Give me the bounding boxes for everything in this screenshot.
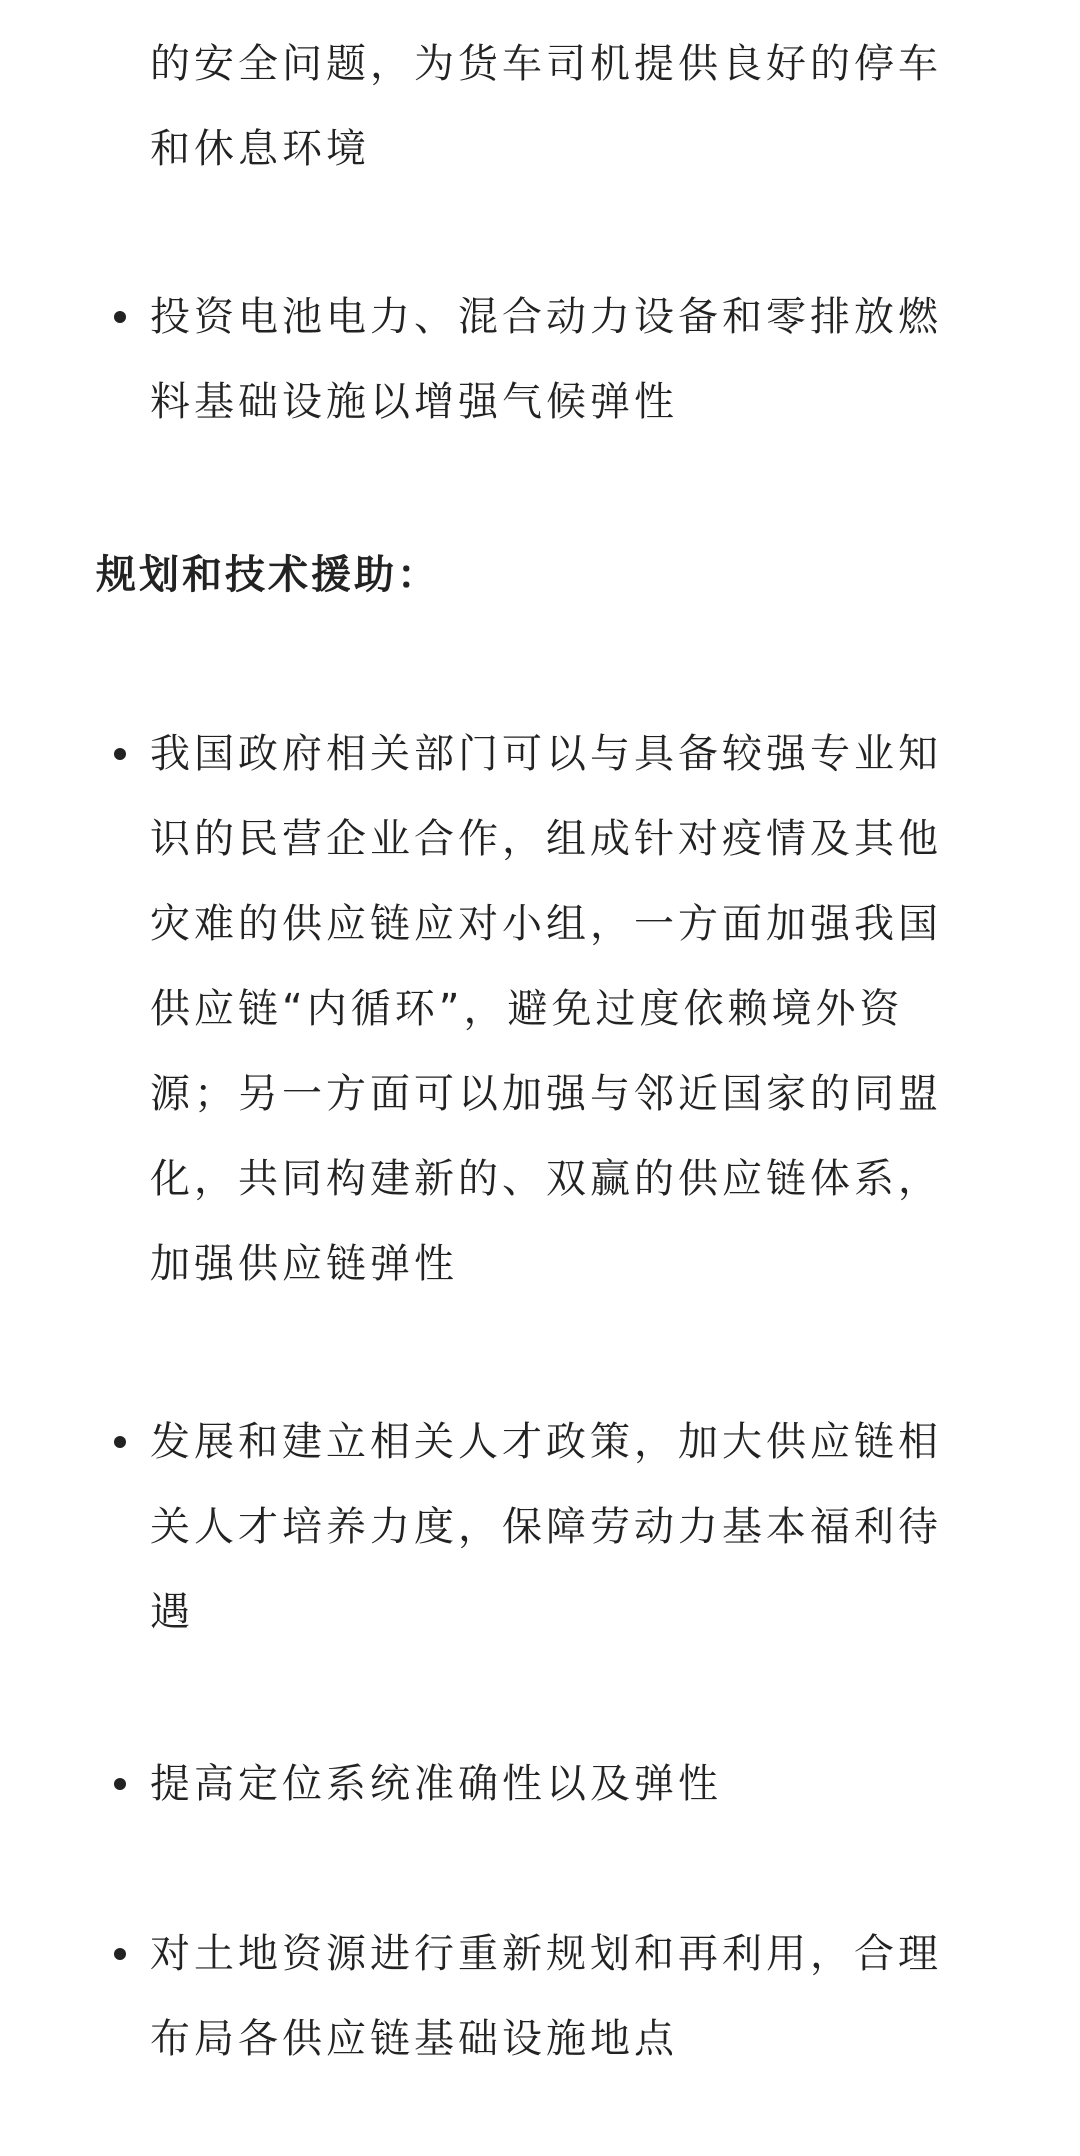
bullet-dot-icon: [114, 311, 126, 323]
bullet-dot-icon: [114, 748, 126, 760]
section-heading: 规划和技术援助：: [96, 552, 440, 598]
paragraph-continuation: 的安全问题，为货车司机提供良好的停车和休息环境: [150, 41, 942, 172]
list-item-text: 我国政府相关部门可以与具备较强专业知识的民营企业合作，组成针对疫情及其他灾难的供应链应对小组，一方面加强我国供应链“内循环”，避免过度依赖境外资源；另一方面可以加强与邻近国家的同盟化，共同构建新的、双赢的供应链体系，加强供应链弹性: [150, 731, 942, 1287]
list-item: [150, 1400, 980, 1655]
list-item: [150, 1912, 980, 2082]
bullet-dot-icon: [114, 1436, 126, 1448]
list-item-text: 发展和建立相关人才政策，加大供应链相关人才培养力度，保障劳动力基本福利待遇: [150, 1419, 942, 1635]
bullet-dot-icon: [114, 1948, 126, 1960]
list-item-text: 投资电池电力、混合动力设备和零排放燃料基础设施以增强气候弹性: [150, 294, 942, 425]
list-item-text: 提高定位系统准确性以及弹性: [150, 1761, 722, 1807]
bullet-dot-icon: [114, 1778, 126, 1790]
list-item-text: 对土地资源进行重新规划和再利用，合理布局各供应链基础设施地点: [150, 1931, 942, 2062]
list-item: [150, 275, 980, 445]
list-item: [150, 1742, 980, 1827]
list-item: [150, 712, 980, 1307]
